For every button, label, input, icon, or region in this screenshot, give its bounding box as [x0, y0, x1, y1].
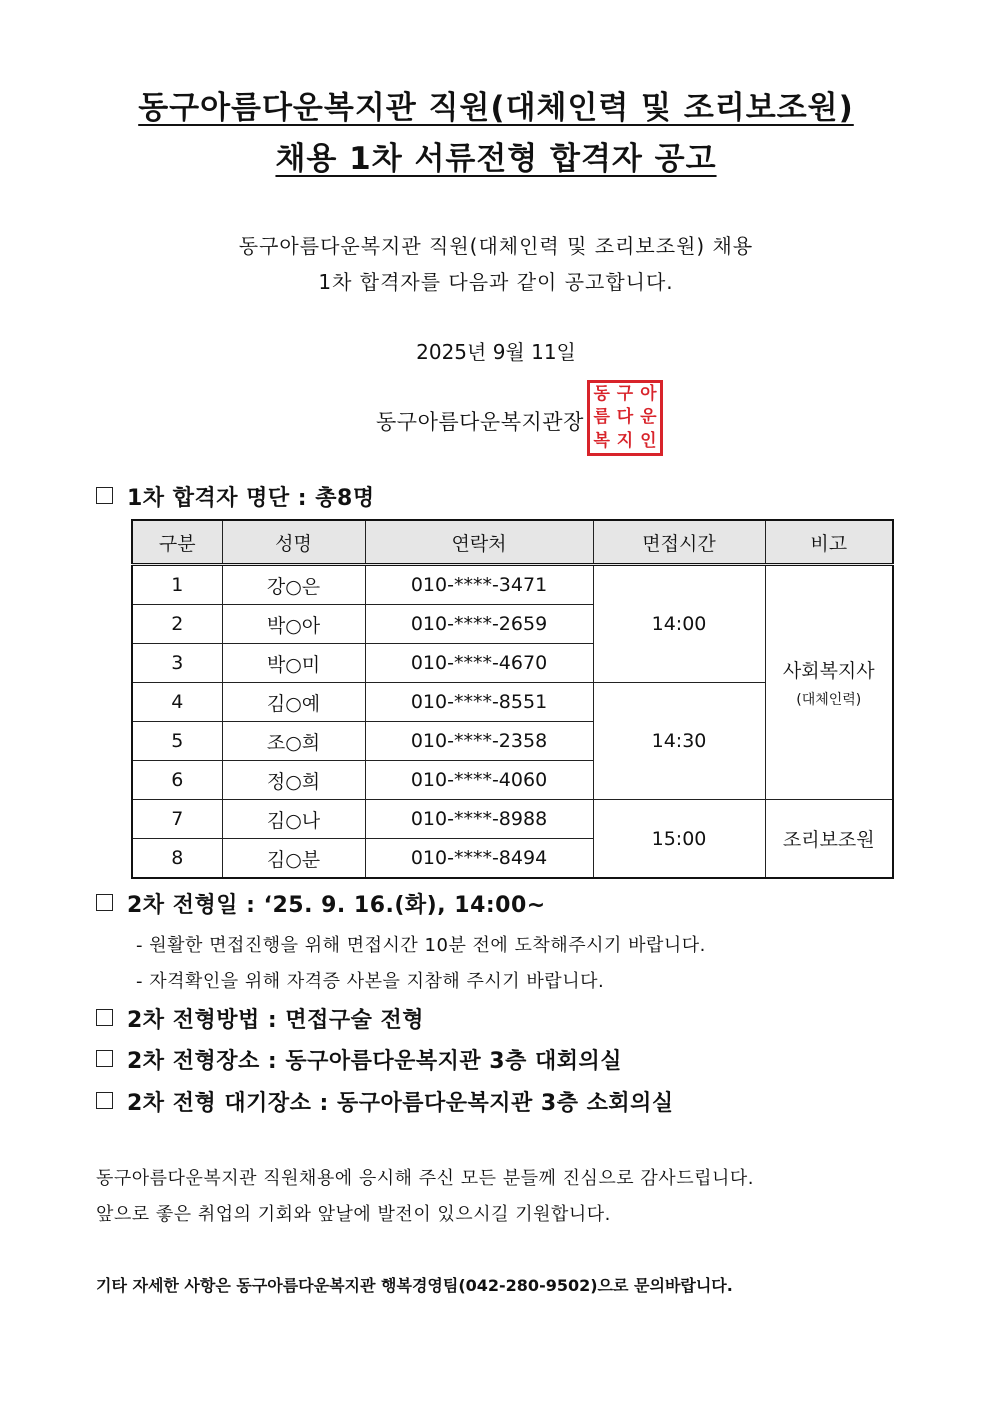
- cell-phone: 010-****-8988: [365, 800, 593, 839]
- passed-candidates-table: [131, 519, 894, 879]
- header-no: 구분: [132, 520, 222, 565]
- closing-line-2: 앞으로 좋은 취업의 기회와 앞날에 발전이 있으시길 기원합니다.: [96, 1204, 611, 1225]
- cell-remarks: [765, 800, 893, 879]
- seal-char: 인: [640, 430, 657, 451]
- cell-time: 14:00: [593, 565, 765, 683]
- checkbox-square-icon: [96, 894, 113, 911]
- cell-no: 5: [132, 722, 222, 761]
- cell-phone: 010-****-4670: [365, 644, 593, 683]
- cell-name: 박○아: [222, 605, 365, 644]
- cell-time: 14:30: [593, 683, 765, 800]
- seal-char: 름: [593, 407, 610, 428]
- seal-char: 구: [616, 384, 634, 405]
- cell-phone: 010-****-2659: [365, 605, 593, 644]
- header-phone: 연락처: [365, 520, 593, 565]
- cell-phone: 010-****-2358: [365, 722, 593, 761]
- official-seal: [587, 380, 663, 456]
- cell-phone: 010-****-4060: [365, 761, 593, 800]
- cell-no: 2: [132, 605, 222, 644]
- checkbox-square-icon: [96, 1092, 113, 1109]
- cell-phone: 010-****-3471: [365, 565, 593, 605]
- director-title: 동구아름다운복지관장: [376, 410, 584, 434]
- announcement-date: 2025년 9월 11일: [416, 340, 576, 364]
- checkbox-square-icon: [96, 1050, 113, 1067]
- title-line-1: 동구아름다운복지관 직원(대체인력 및 조리보조원): [138, 90, 854, 126]
- seal-char: 동: [593, 384, 610, 405]
- cell-name: 정○희: [222, 761, 365, 800]
- cell-no: 4: [132, 683, 222, 722]
- seal-char: 복: [593, 430, 610, 451]
- cell-phone: 010-****-8494: [365, 839, 593, 879]
- cell-name: 박○미: [222, 644, 365, 683]
- cell-no: 3: [132, 644, 222, 683]
- table-row: [132, 800, 893, 839]
- table-row: [132, 565, 893, 605]
- second-round-note-1: - 원활한 면접진행을 위해 면접시간 10분 전에 도착해주시기 바랍니다.: [136, 935, 706, 956]
- table-header-row: [132, 520, 893, 565]
- header-interview-time: 면접시간: [593, 520, 765, 565]
- cell-name: 김○예: [222, 683, 365, 722]
- seal-char: 운: [640, 407, 657, 428]
- seal-char: 지: [616, 430, 634, 451]
- title-line-2: 채용 1차 서류전형 합격자 공고: [275, 141, 717, 177]
- closing-line-1: 동구아름다운복지관 직원채용에 응시해 주신 모든 분들께 진심으로 감사드립니다.: [96, 1168, 754, 1189]
- remark-main: 조리보조원: [782, 829, 875, 851]
- cell-remarks: [765, 565, 893, 800]
- cell-name: 김○분: [222, 839, 365, 879]
- header-name: 성명: [222, 520, 365, 565]
- cell-name: 조○희: [222, 722, 365, 761]
- remark-sub: (대체인력): [796, 692, 862, 708]
- cell-time: 15:00: [593, 800, 765, 879]
- second-round-method: 2차 전형방법 : 면접구술 전형: [96, 1003, 424, 1034]
- cell-no: 1: [132, 565, 222, 605]
- checkbox-square-icon: [96, 1009, 113, 1026]
- second-round-date: 2차 전형일 : ‘25. 9. 16.(화), 14:00~: [96, 888, 546, 919]
- seal-char: 다: [616, 407, 634, 428]
- intro-line-2: 1차 합격자를 다음과 같이 공고합니다.: [318, 270, 674, 294]
- checkbox-square-icon: [96, 487, 113, 504]
- roster-heading: 1차 합격자 명단 : 총8명: [96, 481, 375, 512]
- cell-no: 6: [132, 761, 222, 800]
- seal-char: 아: [640, 384, 657, 405]
- remark-main: 사회복지사: [782, 660, 875, 682]
- second-round-place: 2차 전형장소 : 동구아름다운복지관 3층 대회의실: [96, 1044, 622, 1075]
- second-round-note-2: - 자격확인을 위해 자격증 사본을 지참해 주시기 바랍니다.: [136, 971, 605, 992]
- cell-phone: 010-****-8551: [365, 683, 593, 722]
- cell-no: 8: [132, 839, 222, 879]
- contact-info: 기타 자세한 사항은 동구아름다운복지관 행복경영팀(042-280-9502)으로 문의바랍니다.: [96, 1276, 733, 1295]
- intro-line-1: 동구아름다운복지관 직원(대체인력 및 조리보조원) 채용: [238, 234, 754, 258]
- header-remarks: 비고: [765, 520, 893, 565]
- second-round-waiting-room: 2차 전형 대기장소 : 동구아름다운복지관 3층 소회의실: [96, 1086, 674, 1117]
- cell-no: 7: [132, 800, 222, 839]
- cell-name: 김○나: [222, 800, 365, 839]
- cell-name: 강○은: [222, 565, 365, 605]
